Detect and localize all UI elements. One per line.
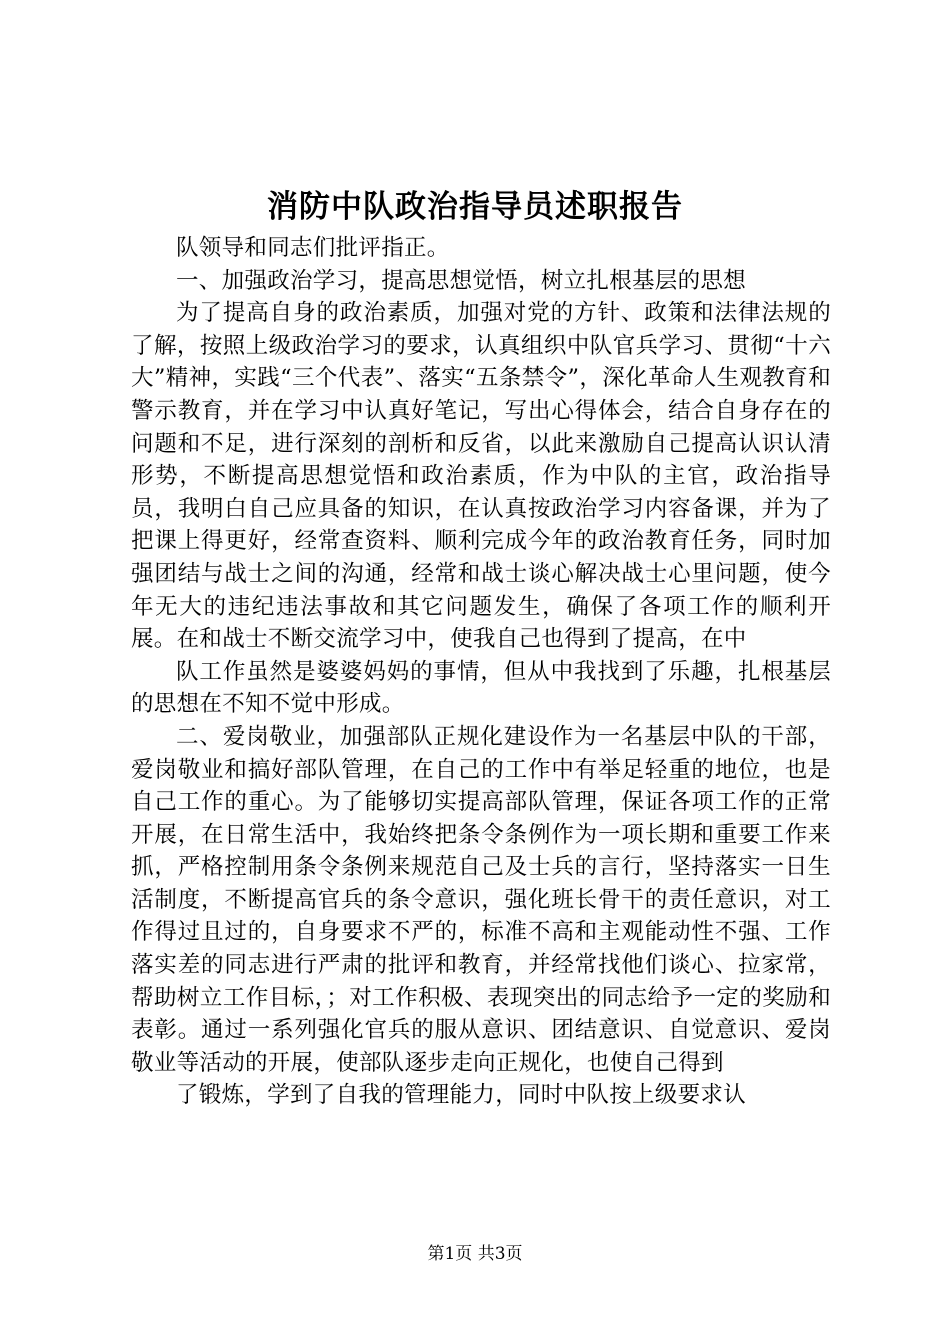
paragraph: 为了提高自身的政治素质，加强对党的方针、政策和法律法规的了解，按照上级政治学习的要求，认真组织中队官兵学习、贯彻“十六大”精神，实践“三个代表”、落实“五条禁令”，深化革命人生观教育和警示教育，并在学习中认真好笔记，写出心得体会，结合自身存在的问题和不足，进行深刻的剖析和反省，以此来激励自己提高认识认清形势，不断提高思想觉悟和政治素质，作为中队的主官，政治指导员，我明白自己应具备的知识，在认真按政治学习内容备课，并为了把课上得更好，经常查资料、顺利完成今年的政治教育任务，同时加强团结与战士之间的沟通，经常和战士谈心解决战士心里问题，使今年无大的违纪违法事故和其它问题发生，确保了各项工作的顺利开展。在和战士不断交流学习中，使我自己也得到了提高，在中	[131, 300, 831, 653]
page-footer: 第1页 共3页	[427, 1244, 523, 1264]
paragraph: 队工作虽然是婆婆妈妈的事情，但从中我找到了乐趣，扎根基层的思想在不知不觉中形成。	[131, 658, 831, 718]
paragraph: 了锻炼，学到了自我的管理能力，同时中队按上级要求认	[176, 1082, 747, 1109]
paragraph: 二、爱岗敬业，加强部队正规化建设作为一名基层中队的干部，爱岗敬业和搞好部队管理，在自己的工作中有举足轻重的地位，也是自己工作的重心。为了能够切实提高部队管理，保证各项工作的正常开展，在日常生活中，我始终把条令条例作为一项长期和重要工作来抓，严格控制用条令条例来规范自己及士兵的言行，坚持落实一日生活制度，不断提高官兵的条令意识，强化班长骨干的责任意识，对工作得过且过的，自身要求不严的，标准不高和主观能动性不强、工作落实差的同志进行严肃的批评和教育，并经常找他们谈心、拉家常，帮助树立工作目标，；对工作积极、表现突出的同志给予一定的奖励和表彰。通过一系列强化官兵的服从意识、团结意识、自觉意识、爱岗敬业等活动的开展，使部队逐步走向正规化，也使自己得到	[131, 723, 831, 1076]
document-body	[131, 232, 831, 1112]
page-title: 消防中队政治指导员述职报告	[267, 189, 683, 225]
section-heading: 一、加强政治学习，提高思想觉悟，树立扎根基层的思想	[176, 267, 747, 294]
paragraph: 队领导和同志们批评指正。	[176, 235, 450, 261]
